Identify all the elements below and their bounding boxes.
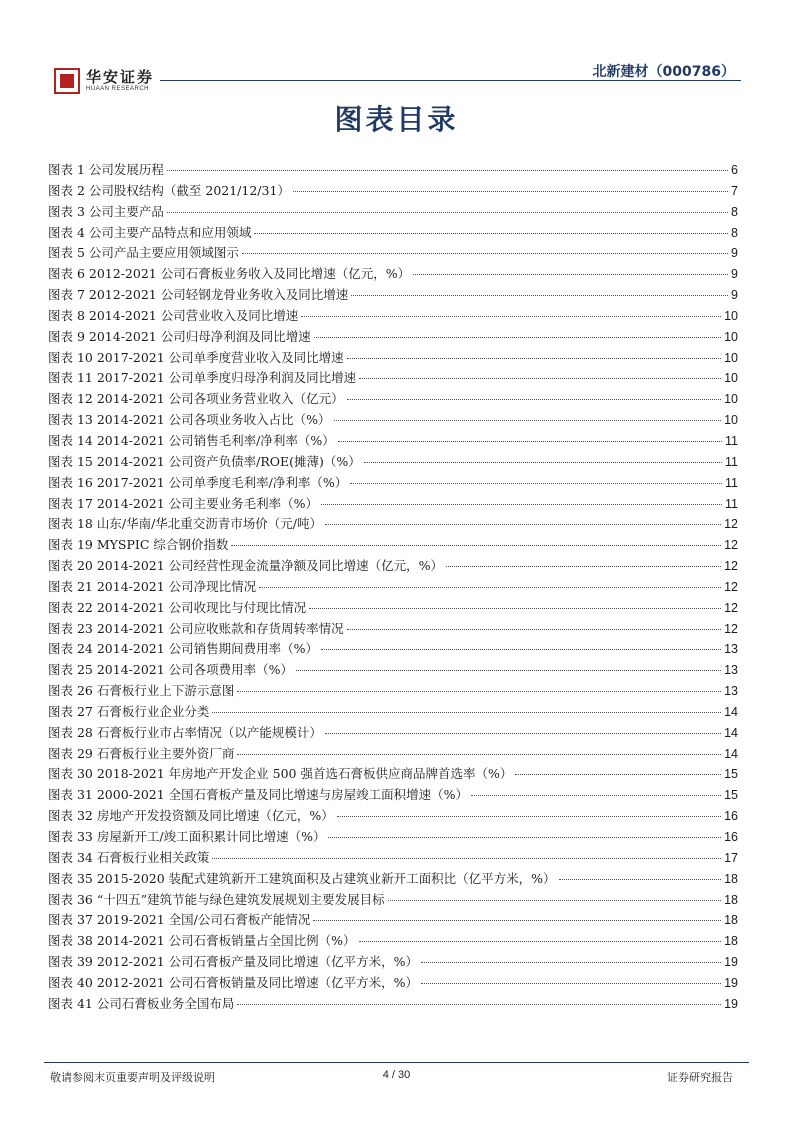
toc-entry-page: 19	[724, 996, 738, 1011]
toc-entry-page: 12	[724, 579, 738, 594]
toc-leader-dots	[237, 691, 721, 692]
toc-leader-dots	[351, 295, 728, 296]
toc-leader-dots	[296, 670, 721, 671]
toc-leader-dots	[237, 754, 721, 755]
toc-entry-page: 13	[724, 663, 738, 678]
toc-leader-dots	[313, 920, 721, 921]
toc-entry-label: 图表 25 2014-2021 公司各项费用率（%）	[48, 662, 294, 678]
toc-entry[interactable]	[48, 848, 738, 869]
toc-entry-page: 7	[731, 183, 738, 198]
toc-entry-label: 图表 26 石膏板行业上下游示意图	[48, 683, 235, 699]
toc-leader-dots	[242, 253, 728, 254]
toc-entry[interactable]	[48, 202, 738, 223]
toc-leader-dots	[421, 962, 721, 963]
toc-entry-page: 18	[724, 934, 738, 949]
toc-entry-page: 8	[731, 204, 738, 219]
toc-leader-dots	[515, 774, 721, 775]
toc-entry-label: 图表 3 公司主要产品	[48, 203, 164, 219]
toc-entry[interactable]	[48, 556, 738, 577]
toc-entry[interactable]	[48, 952, 738, 973]
toc-entry[interactable]	[48, 327, 738, 348]
toc-leader-dots	[359, 378, 721, 379]
toc-entry-label: 图表 32 房地产开发投资额及同比增速（亿元，%）	[48, 808, 334, 824]
toc-leader-dots	[321, 504, 722, 505]
toc-entry[interactable]	[48, 827, 738, 848]
toc-entry[interactable]	[48, 535, 738, 556]
toc-entry[interactable]	[48, 764, 738, 785]
toc-entry[interactable]	[48, 619, 738, 640]
toc-leader-dots	[259, 587, 721, 588]
toc-entry-page: 8	[731, 225, 738, 240]
toc-entry-label: 图表 8 2014-2021 公司营业收入及同比增速	[48, 307, 299, 323]
logo-en: HUAAN RESEARCH	[86, 86, 150, 92]
toc-entry-page: 10	[724, 350, 738, 365]
toc-entry-page: 6	[731, 163, 738, 177]
toc-leader-dots	[301, 316, 721, 317]
toc-entry[interactable]	[48, 348, 738, 369]
toc-leader-dots	[167, 212, 728, 213]
logo-seal-icon	[54, 68, 80, 94]
toc-leader-dots	[364, 462, 722, 463]
toc-leader-dots	[350, 483, 722, 484]
toc-entry[interactable]	[48, 223, 738, 244]
toc-entry-label: 图表 21 2014-2021 公司净现比情况	[48, 578, 257, 594]
brand-logo	[54, 68, 154, 94]
toc-leader-dots	[231, 545, 721, 546]
toc-entry-page: 10	[724, 329, 738, 344]
toc-entry-label: 图表 27 石膏板行业企业分类	[48, 703, 210, 719]
toc-leader-dots	[347, 399, 721, 400]
toc-entry-page: 9	[731, 267, 738, 282]
toc-entry[interactable]	[48, 473, 738, 494]
toc-leader-dots	[328, 837, 721, 838]
toc-leader-dots	[254, 233, 728, 234]
toc-entry-page: 11	[725, 475, 738, 490]
toc-leader-dots	[347, 629, 721, 630]
toc-entry[interactable]	[48, 243, 738, 264]
toc-entry[interactable]	[48, 368, 738, 389]
toc-entry-page: 14	[724, 704, 738, 719]
toc-entry-label: 图表 29 石膏板行业主要外资厂商	[48, 745, 235, 761]
toc-entry-label: 图表 39 2012-2021 公司石膏板产量及同比增速（亿平方米，%）	[48, 954, 419, 970]
toc-entry-label: 图表 37 2019-2021 全国/公司石膏板产能情况	[48, 912, 311, 928]
toc-entry-label: 图表 33 房屋新开工/竣工面积累计同比增速（%）	[48, 829, 326, 844]
toc-entry-label: 图表 23 2014-2021 公司应收账款和存货周转率情况	[48, 620, 344, 636]
toc-entry-label: 图表 20 2014-2021 公司经营性现金流量净额及同比增速（亿元，%）	[48, 558, 444, 574]
toc-entry-label: 图表 15 2014-2021 公司资产负债率/ROE(摊薄)（%）	[48, 453, 361, 469]
toc-entry-label: 图表 13 2014-2021 公司各项业务收入占比（%）	[48, 412, 331, 428]
toc-entry[interactable]	[48, 806, 738, 827]
toc-entry[interactable]	[48, 577, 738, 598]
toc-entry-label: 图表 14 2014-2021 公司销售毛利率/净利率（%）	[48, 432, 335, 448]
toc-entry[interactable]	[48, 931, 738, 952]
toc-leader-dots	[167, 170, 728, 171]
toc-leader-dots	[413, 274, 728, 275]
toc-entry-label: 图表 28 石膏板行业市占率情况（以产能规模计）	[48, 724, 322, 740]
toc-entry[interactable]	[48, 264, 738, 285]
toc-leader-dots	[347, 358, 721, 359]
toc-leader-dots	[359, 941, 722, 942]
toc-entry-page: 12	[724, 538, 738, 553]
toc-leader-dots	[421, 983, 721, 984]
company-name: 北新建材（000786）	[592, 64, 735, 80]
toc-entry[interactable]	[48, 181, 738, 202]
toc-entry[interactable]	[48, 994, 738, 1015]
toc-entry-page: 18	[724, 871, 738, 886]
toc-entry[interactable]	[48, 785, 738, 806]
toc-entry[interactable]	[48, 973, 738, 994]
toc-entry-label: 图表 34 石膏板行业相关政策	[48, 849, 210, 865]
toc-entry-page: 14	[724, 746, 738, 761]
page-title: 图表目录	[334, 103, 459, 136]
toc-entry-page: 19	[724, 955, 738, 970]
toc-entry-page: 12	[724, 600, 738, 615]
footer-report-type: 证券研究报告	[667, 1071, 733, 1084]
toc-leader-dots	[293, 191, 728, 192]
toc-leader-dots	[334, 420, 722, 421]
toc-entry-label: 图表 38 2014-2021 公司石膏板销量占全国比例（%）	[48, 933, 356, 949]
toc-leader-dots	[559, 879, 722, 880]
toc-entry-page: 10	[724, 392, 738, 407]
toc-entry-page: 9	[731, 246, 738, 261]
toc-entry[interactable]	[48, 660, 738, 681]
toc-entry-page: 12	[724, 621, 738, 636]
toc-entry[interactable]	[48, 389, 738, 410]
toc-entry-page: 11	[725, 454, 738, 469]
toc-entry-page: 15	[724, 767, 738, 782]
toc-entry-page: 15	[724, 788, 738, 803]
toc-entry-page: 16	[724, 809, 738, 824]
toc-entry[interactable]	[48, 744, 738, 765]
toc-entry[interactable]	[48, 285, 738, 306]
toc-entry-page: 18	[724, 892, 738, 907]
table-of-figures	[48, 160, 738, 1015]
toc-entry-label: 图表 36 “十四五”建筑节能与绿色建筑发展规划主要发展目标	[48, 891, 385, 907]
logo-text	[86, 69, 154, 93]
toc-entry-page: 10	[724, 413, 738, 428]
toc-leader-dots	[237, 1004, 721, 1005]
toc-entry-label: 图表 19 MYSPIC 综合钢价指数	[48, 537, 229, 553]
toc-entry-label: 图表 4 公司主要产品特点和应用领域	[48, 224, 252, 240]
toc-entry-label: 图表 41 公司石膏板业务全国布局	[48, 995, 235, 1011]
toc-entry-label: 图表 1 公司发展历程	[48, 162, 164, 177]
toc-entry-page: 16	[724, 830, 738, 844]
toc-leader-dots	[321, 649, 721, 650]
toc-entry[interactable]	[48, 306, 738, 327]
toc-entry-label: 图表 6 2012-2021 公司石膏板业务收入及同比增速（亿元，%）	[48, 266, 411, 282]
toc-leader-dots	[212, 858, 721, 859]
toc-entry[interactable]	[48, 639, 738, 660]
toc-entry-label: 图表 31 2000-2021 全国石膏板产量及同比增速与房屋竣工面积增速（%）	[48, 787, 469, 803]
toc-entry-page: 9	[731, 288, 738, 303]
toc-entry[interactable]	[48, 681, 738, 702]
toc-leader-dots	[314, 337, 721, 338]
toc-leader-dots	[325, 733, 721, 734]
toc-entry-label: 图表 2 公司股权结构（截至 2021/12/31）	[48, 182, 290, 198]
toc-entry-page: 18	[724, 913, 738, 928]
toc-entry-label: 图表 5 公司产品主要应用领域图示	[48, 245, 239, 261]
toc-entry[interactable]	[48, 598, 738, 619]
toc-entry-page: 11	[725, 496, 738, 511]
toc-entry-label: 图表 7 2012-2021 公司轻钢龙骨业务收入及同比增速	[48, 287, 349, 303]
toc-leader-dots	[446, 566, 721, 567]
toc-entry-label: 图表 35 2015-2020 装配式建筑新开工建筑面积及占建筑业新开工面积比（亿平方米，%）	[48, 870, 556, 886]
toc-entry-page: 13	[724, 684, 738, 699]
toc-entry-page: 12	[724, 559, 738, 574]
logo-cn: 华安证券	[86, 68, 155, 86]
toc-leader-dots	[388, 900, 721, 901]
toc-entry-page: 19	[724, 975, 738, 990]
toc-entry-label: 图表 11 2017-2021 公司单季度归母净利润及同比增速	[48, 370, 357, 386]
toc-entry-label: 图表 24 2014-2021 公司销售期间费用率（%）	[48, 641, 319, 657]
footer-divider	[44, 1062, 749, 1063]
toc-entry[interactable]	[48, 890, 738, 911]
toc-entry-label: 图表 10 2017-2021 公司单季度营业收入及同比增速	[48, 349, 344, 365]
toc-entry[interactable]	[48, 869, 738, 890]
toc-entry-label: 图表 9 2014-2021 公司归母净利润及同比增速	[48, 328, 311, 344]
toc-entry[interactable]	[48, 160, 738, 181]
toc-entry[interactable]	[48, 910, 738, 931]
toc-entry[interactable]	[48, 494, 738, 515]
toc-entry-label: 图表 30 2018-2021 年房地产开发企业 500 强首选石膏板供应商品牌首选率（%）	[48, 766, 513, 782]
toc-entry[interactable]	[48, 410, 738, 431]
toc-entry[interactable]	[48, 702, 738, 723]
toc-entry-page: 12	[724, 517, 738, 532]
toc-entry-label: 图表 17 2014-2021 公司主要业务毛利率（%）	[48, 495, 319, 511]
footer-disclaimer: 敬请参阅末页重要声明及评级说明	[50, 1071, 215, 1084]
toc-entry-label: 图表 40 2012-2021 公司石膏板销量及同比增速（亿平方米，%）	[48, 974, 419, 990]
toc-entry-page: 10	[724, 371, 738, 386]
toc-leader-dots	[337, 816, 721, 817]
toc-leader-dots	[338, 441, 722, 442]
toc-leader-dots	[309, 608, 721, 609]
toc-entry-label: 图表 22 2014-2021 公司收现比与付现比情况	[48, 599, 307, 615]
header-divider	[160, 80, 741, 81]
toc-entry-page: 17	[724, 850, 738, 865]
toc-entry-page: 13	[724, 642, 738, 657]
toc-leader-dots	[325, 524, 721, 525]
toc-entry[interactable]	[48, 514, 738, 535]
toc-entry-page: 10	[724, 308, 738, 323]
toc-entry[interactable]	[48, 452, 738, 473]
toc-entry-label: 图表 18 山东/华南/华北重交沥青市场价（元/吨）	[48, 516, 322, 532]
toc-leader-dots	[471, 795, 721, 796]
toc-entry-label: 图表 16 2017-2021 公司单季度毛利率/净利率（%）	[48, 474, 348, 490]
toc-entry[interactable]	[48, 431, 738, 452]
page-number: 4 / 30	[382, 1069, 411, 1081]
toc-entry-label: 图表 12 2014-2021 公司各项业务营业收入（亿元）	[48, 391, 344, 407]
toc-entry-page: 11	[725, 433, 738, 448]
toc-leader-dots	[212, 712, 721, 713]
toc-entry[interactable]	[48, 723, 738, 744]
toc-entry-page: 14	[724, 725, 738, 740]
